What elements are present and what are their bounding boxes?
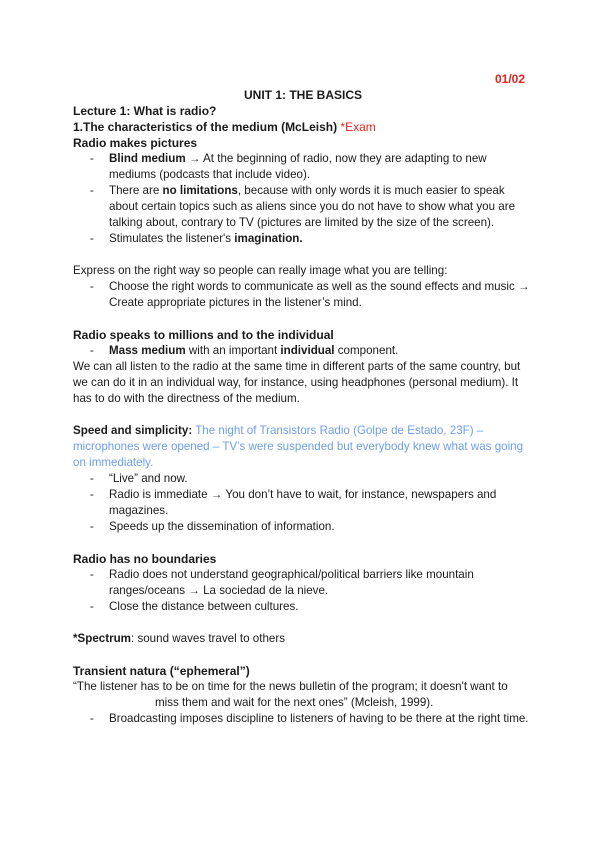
bold-term: *Spectrum [73, 632, 131, 645]
heading-transient-nature: Transient natura (“ephemeral”) [73, 664, 250, 678]
unit-title: UNIT 1: THE BASICS [243, 88, 362, 102]
heading-no-boundaries: Radio has no boundaries [73, 552, 217, 566]
item-text: with an important [185, 344, 281, 357]
list-item: - Radio does not understand geographical/political barriers like mountain ranges/oceans → La sociedad de la nieve. [73, 567, 533, 599]
bold-term: individual [280, 344, 335, 357]
page-number: 01/02 [494, 72, 525, 86]
paragraph: We can all listen to the radio at the same time in different parts of the same country, but we can do it in an individual way, for instance, using headphones (personal medium). It has to do with the directness of the medium. [73, 360, 521, 405]
spectrum-note [73, 631, 533, 647]
bullet-list [73, 711, 533, 727]
list-item: - Radio is immediate → You don’t have to wait, for instance, newspapers and magazines. [73, 487, 533, 519]
list-item: - Close the distance between cultures. [73, 599, 533, 615]
bold-term: Blind medium [109, 152, 186, 165]
section-title [73, 119, 533, 135]
item-text: There are [109, 184, 163, 197]
item-text: → At the beginning of radio, now they are adapting to new mediums (podcasts that include video). [109, 152, 487, 181]
item-text: : sound waves travel to others [131, 632, 286, 645]
bullet-list [73, 471, 533, 535]
section-title-text: 1.The characteristics of the medium (McLeish) [73, 120, 341, 134]
list-item: - “Live” and now. [73, 471, 533, 487]
list-item [73, 151, 533, 183]
quote-line: miss them and wait for the next ones” (Mcleish, 1999). [155, 696, 434, 709]
list-item [73, 343, 533, 359]
item-text: Stimulates the listener's [109, 232, 235, 245]
speed-simplicity-paragraph [73, 423, 533, 471]
heading-millions-individual: Radio speaks to millions and to the individual [73, 328, 334, 342]
item-text: component. [334, 344, 399, 357]
list-item: - Speeds up the dissemination of information. [73, 519, 533, 535]
item-text: , because with only words it is much easier to speak about certain topics such as aliens since you do not have to show what you are talking about, contrary to TV (pictures are limited by the size of the screen). [109, 184, 516, 229]
exam-tag: *Exam [340, 120, 376, 134]
quote-line: “The listener has to be on time for the news bulletin of the program; it doesn't want to [73, 680, 508, 693]
bold-term: imagination. [234, 232, 303, 245]
heading-speed-simplicity: Speed and simplicity: [73, 424, 193, 437]
bullet-list [73, 279, 533, 311]
list-item: - Choose the right words to communicate as well as the sound effects and music → Create appropriate pictures in the listener’s mind. [73, 279, 533, 311]
lecture-title: Lecture 1: What is radio? [73, 104, 217, 118]
list-item: - Broadcasting imposes discipline to listeners of having to be there at the right time. [73, 711, 533, 727]
list-item [73, 231, 533, 247]
bullet-list [73, 343, 533, 359]
bullet-list [73, 567, 533, 615]
bullet-list [73, 151, 533, 247]
bold-term: Mass medium [109, 344, 186, 357]
highlight-text: The night of Transistors Radio (Golpe de Estado, 23F) – microphones were opened – TV’s were suspended but everybody knew what was going on immediately. [73, 424, 524, 469]
document-page [73, 70, 533, 727]
list-item [73, 183, 533, 231]
paragraph: Express on the right way so people can really image what you are telling: [73, 264, 448, 277]
heading-radio-makes-pictures: Radio makes pictures [73, 136, 198, 150]
bold-term: no limitations [162, 184, 238, 197]
